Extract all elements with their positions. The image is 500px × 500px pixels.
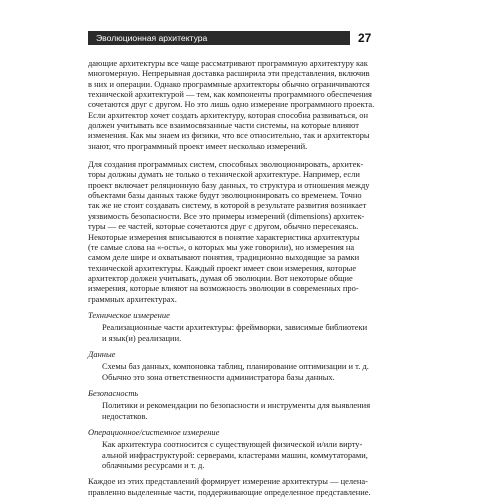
- running-header: [88, 31, 350, 45]
- text-line: технической архитектуры. Каждый проект имеет свои измерения, которые: [88, 262, 357, 273]
- dimension-definition-security: [102, 400, 412, 421]
- text-line: так же не стоит создавать систему, в которой в результате развития возникает: [88, 200, 367, 211]
- text-line: объектами базы данных также будут эволюционировать со временем. Точно: [88, 190, 362, 201]
- text-line: уязвимость безопасности. Все это примеры измерений (dimensions) архитек-: [88, 210, 365, 221]
- text-line: туры — ее частей, которые сочетаются друг с другом, обычно пересекаясь.: [88, 221, 359, 232]
- text-line: Каждое из этих представлений формирует измерение архитектуры — целена-: [88, 476, 368, 487]
- text-line: Обычно это зона ответственности администратора базы данных.: [102, 371, 335, 382]
- text-line: Некоторые измерения вписываются в понятие характеристика архитектуры: [88, 231, 360, 242]
- text-line: технической архитектурой — тем, как компоненты программного обеспечения: [88, 89, 372, 100]
- paragraph-3: [88, 476, 412, 497]
- text-line: знают, что программный проект имеет несколько измерений.: [88, 140, 308, 151]
- dimension-definition-operational: [102, 439, 412, 470]
- text-line: Схемы баз данных, компоновка таблиц, планирование оптимизации и т. д.: [102, 361, 369, 372]
- dimension-term-data: Данные: [88, 348, 116, 359]
- text-line: недостатков.: [102, 410, 148, 421]
- text-line: (те самые слова на «-ость», о которых мы уже говорили), но измерения на: [88, 241, 355, 252]
- text-line: Если архитектор хочет создать архитектуру, которая способна развиваться, он: [88, 109, 369, 120]
- dimension-term-technical: Техническое измерение: [88, 309, 170, 320]
- dimension-term-security: Безопасность: [88, 387, 139, 398]
- text-line: Для создания программных систем, способных эволюционировать, архитек-: [88, 159, 364, 170]
- text-line: измерения, которые влияют на возможность эволюции в современных про-: [88, 283, 359, 294]
- text-line: должен учитывать все взаимосвязанные части системы, на которые влияют: [88, 120, 359, 131]
- page-number: 27: [358, 31, 372, 45]
- text-line: Реализационные части архитектуры: фреймворки, зависимые библиотеки: [102, 322, 368, 333]
- text-line: сочетаются друг с другом. Но это лишь одно измерение программного проекта.: [88, 99, 375, 110]
- text-line: торы должны думать не только о технической архитектуре. Например, если: [88, 169, 360, 180]
- text-line: в них и операции. Однако программные архитекторы обычно ограничиваются: [88, 78, 370, 89]
- dimension-definition-technical: [102, 322, 412, 343]
- text-line: изменения. Как мы знаем из физики, что все относительно, так и архитекторы: [88, 130, 370, 141]
- text-line: многомерную. Непрерывная доставка расширила эти представления, включив: [88, 68, 370, 79]
- page-body: [88, 58, 412, 497]
- text-line: самом деле шире и охватывают понятия, традиционно выходящие за рамки: [88, 252, 360, 263]
- paragraph-1: [88, 58, 412, 151]
- text-line: правленно выделенные части, поддерживающие определенное представление.: [88, 486, 371, 497]
- text-line: граммных архитектурах.: [88, 293, 177, 304]
- text-line: архитектор должен учитывать, думая об эволюции. Вот некоторые общие: [88, 272, 353, 283]
- dimension-definition-data: [102, 361, 412, 382]
- dimension-term-operational: Операционное/системное измерение: [88, 427, 220, 437]
- text-line: облачными ресурсами и т. д.: [102, 460, 205, 471]
- paragraph-2: [88, 159, 412, 304]
- text-line: дающиe архитектуры все чаще рассматривают программную архитектуру как: [88, 58, 368, 68]
- text-line: и язык(и) реализации.: [102, 332, 182, 343]
- text-line: Как архитектура соотносится с существующей физической и/или вирту-: [102, 439, 363, 450]
- chapter-title: Эволюционная архитектура: [96, 33, 208, 43]
- text-line: проект включает реляционную базу данных, то структура и отношения между: [88, 179, 370, 190]
- text-line: альной инфраструктурой: серверами, кластерами машин, коммутаторами,: [102, 449, 368, 460]
- text-line: Политики и рекомендации по безопасности и инструменты для выявления: [102, 400, 371, 411]
